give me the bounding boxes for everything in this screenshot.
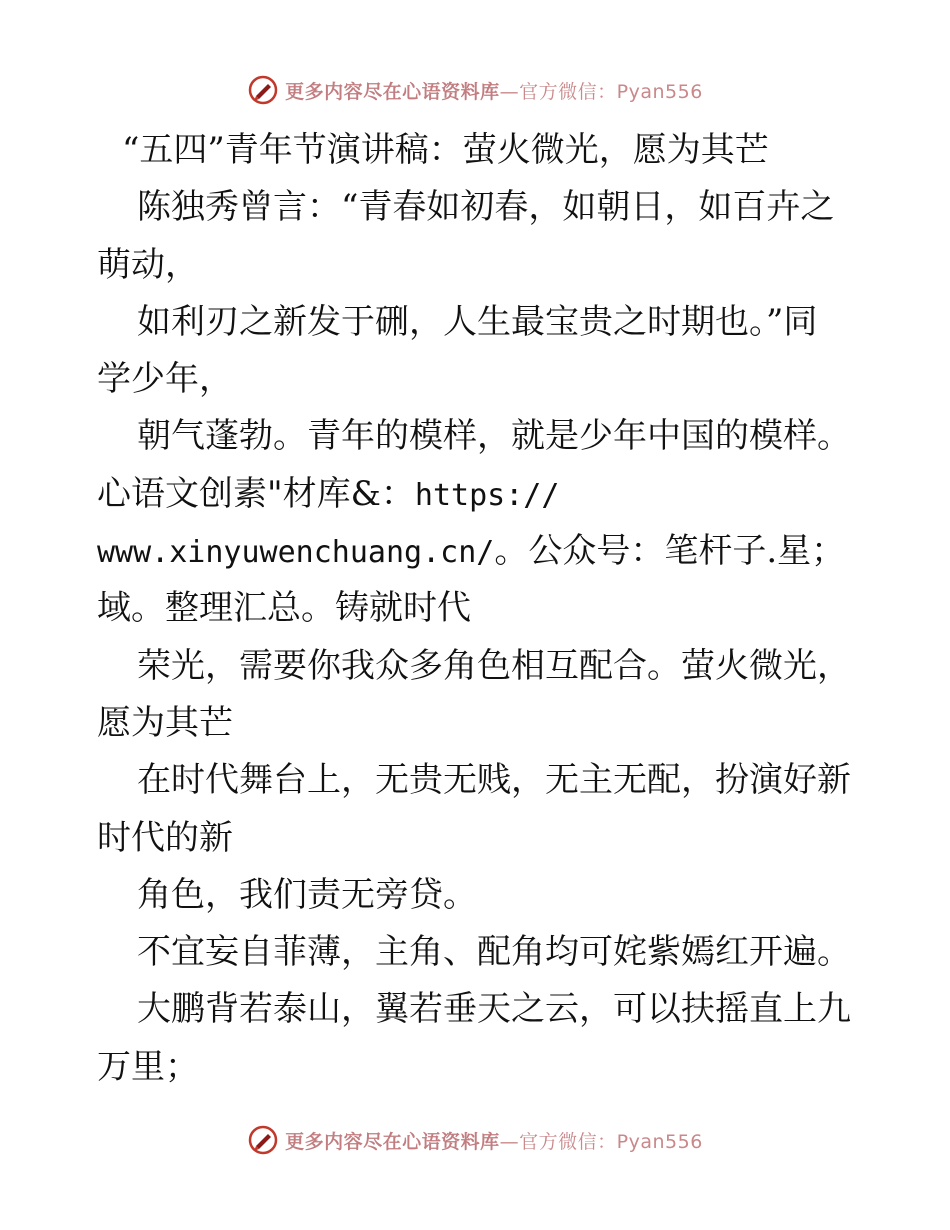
- text-line: 学少年，: [97, 359, 233, 400]
- text-fragment: 。公众号：笔杆子.星；: [494, 531, 846, 572]
- text-line: 如利刃之新发于硎，人生最宝贵之时期也。”同: [137, 301, 818, 342]
- text-line: 愿为其芒: [97, 702, 233, 743]
- text-line: 朝气蓬勃。青年的模样，就是少年中国的模样。: [137, 416, 851, 457]
- text-line: 域。整理汇总。铸就时代: [97, 588, 471, 629]
- banner-text: [285, 77, 703, 104]
- text-fragment: 心语文创素"材库&：: [97, 473, 415, 514]
- url-link[interactable]: www.xinyuwenchuang.cn/: [97, 535, 495, 571]
- document-body: [97, 122, 857, 1096]
- text-line: 不宜妄自菲薄，主角、配角均可姹紫嫣红开遍。: [137, 932, 851, 973]
- text-line: 时代的新: [97, 817, 233, 858]
- pen-logo-icon: [247, 1124, 279, 1156]
- document-title: “五四”青年节演讲稿：萤火微光，愿为其芒: [122, 130, 769, 170]
- text-line: 在时代舞台上，无贵无贱，无主无配，扮演好新: [137, 760, 851, 801]
- banner-wechat-text: 官方微信：Pyan556: [519, 80, 703, 103]
- banner-dash: —: [499, 1130, 520, 1153]
- pen-logo-icon: [247, 74, 279, 106]
- banner-wechat-text: 官方微信：Pyan556: [519, 1130, 703, 1153]
- banner-text: [285, 1127, 703, 1154]
- text-line: [97, 466, 857, 523]
- top-banner: [0, 70, 950, 110]
- banner-main-text: 更多内容尽在心语资料库: [285, 80, 500, 103]
- text-line: 大鹏背若泰山，翼若垂天之云，可以扶摇直上九: [137, 989, 851, 1030]
- banner-dash: —: [499, 80, 520, 103]
- text-line: 角色，我们责无旁贷。: [137, 874, 477, 915]
- url-fragment: https://: [414, 477, 560, 513]
- text-line: 陈独秀曾言：“青春如初春，如朝日，如百卉之: [137, 187, 835, 228]
- text-line: [97, 523, 857, 580]
- text-line: 万里；: [97, 1046, 199, 1087]
- banner-main-text: 更多内容尽在心语资料库: [285, 1130, 500, 1153]
- text-line: 荣光，需要你我众多角色相互配合。萤火微光，: [137, 645, 851, 686]
- text-line: 萌动，: [97, 244, 199, 285]
- bottom-banner: [0, 1120, 950, 1160]
